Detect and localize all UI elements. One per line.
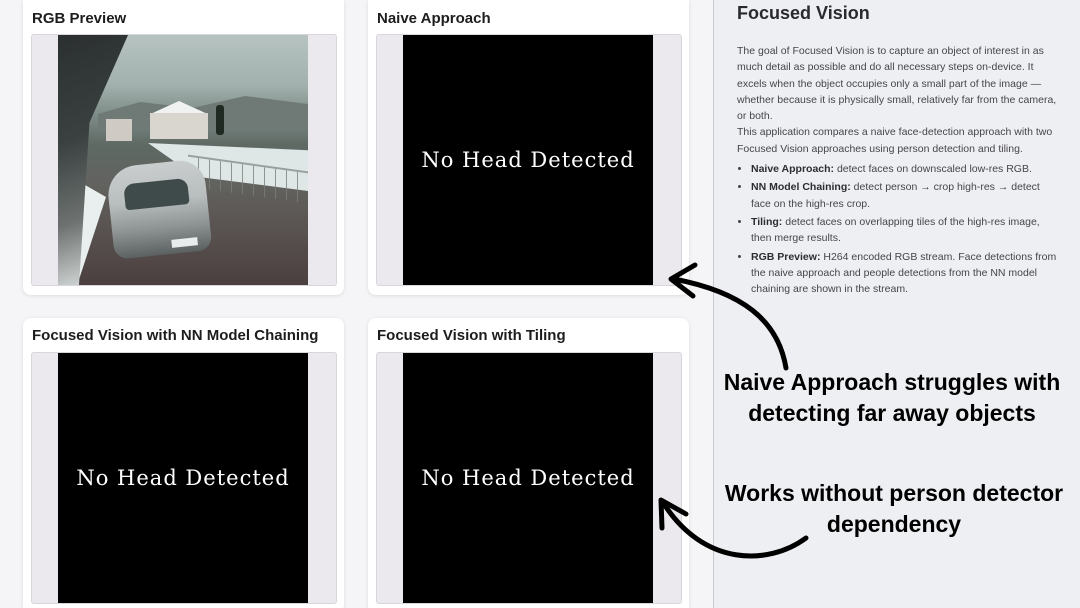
scene-house	[150, 113, 208, 139]
naive-approach-stream	[403, 35, 653, 285]
rgb-preview-frame	[31, 34, 337, 286]
list-item-text: detect person → crop high-res → detect face on the high-res crop.	[751, 181, 1040, 210]
no-head-detected-label: No Head Detected	[76, 466, 290, 490]
tiling-annotation	[716, 478, 1072, 540]
no-head-detected-label: No Head Detected	[421, 466, 635, 490]
rgb-preview-panel	[23, 0, 344, 295]
nn-chaining-frame	[31, 352, 337, 604]
nn-chaining-title: Focused Vision with NN Model Chaining	[32, 327, 319, 344]
list-item-text: detect faces on overlapping tiles of the high-res image, then merge results.	[751, 215, 1040, 245]
pane-divider	[713, 0, 714, 608]
info-description	[737, 43, 1057, 299]
list-item-label: Naive Approach:	[751, 163, 835, 176]
annotation-line: dependency	[826, 511, 962, 537]
naive-approach-panel	[368, 0, 689, 295]
no-head-detected-label: No Head Detected	[421, 148, 635, 172]
scene-house	[106, 119, 132, 141]
nn-chaining-stream	[58, 353, 308, 603]
list-item	[751, 249, 1057, 298]
nn-chaining-panel	[23, 318, 344, 608]
tiling-title: Focused Vision with Tiling	[377, 327, 566, 344]
naive-approach-title: Naive Approach	[377, 10, 491, 27]
list-item-label: Tiling:	[751, 215, 783, 228]
annotation-line: Naive Approach struggles with	[723, 369, 1061, 395]
list-item-text: detect faces on downscaled low-res RGB.	[834, 163, 1032, 176]
annotation-line: Works without person detector	[724, 480, 1064, 506]
rgb-preview-title: RGB Preview	[32, 10, 127, 27]
list-item	[751, 214, 1057, 247]
list-item-text: H264 encoded RGB stream. Face detections from the naive approach and people detections from the NN model chaining are shown in the stream.	[751, 250, 1057, 296]
list-item-label: NN Model Chaining:	[751, 181, 851, 194]
info-title: Focused Vision	[737, 3, 870, 23]
naive-annotation	[716, 367, 1068, 429]
tiling-frame	[376, 352, 682, 604]
info-paragraph: The goal of Focused Vision is to capture an object of interest in as much detail as possible and do all necessary steps on-device. It excels when the object occupies only a small part of the image — whether because it is physically small, relatively far from the camera, or both.	[737, 45, 1057, 123]
naive-approach-frame	[376, 34, 682, 286]
info-paragraph: This application compares a naive face-detection approach with two Focused Vision approaches using person detection and tiling.	[737, 126, 1053, 155]
rgb-preview-stream	[58, 35, 308, 285]
tiling-panel	[368, 318, 689, 608]
list-item	[751, 161, 1057, 177]
list-item-label: RGB Preview:	[751, 250, 821, 263]
scene-tree	[216, 105, 224, 135]
list-item	[751, 179, 1057, 212]
scene-car	[105, 158, 212, 260]
tiling-stream	[403, 353, 653, 603]
approach-list	[737, 161, 1057, 297]
annotation-line: detecting far away objects	[748, 400, 1036, 426]
